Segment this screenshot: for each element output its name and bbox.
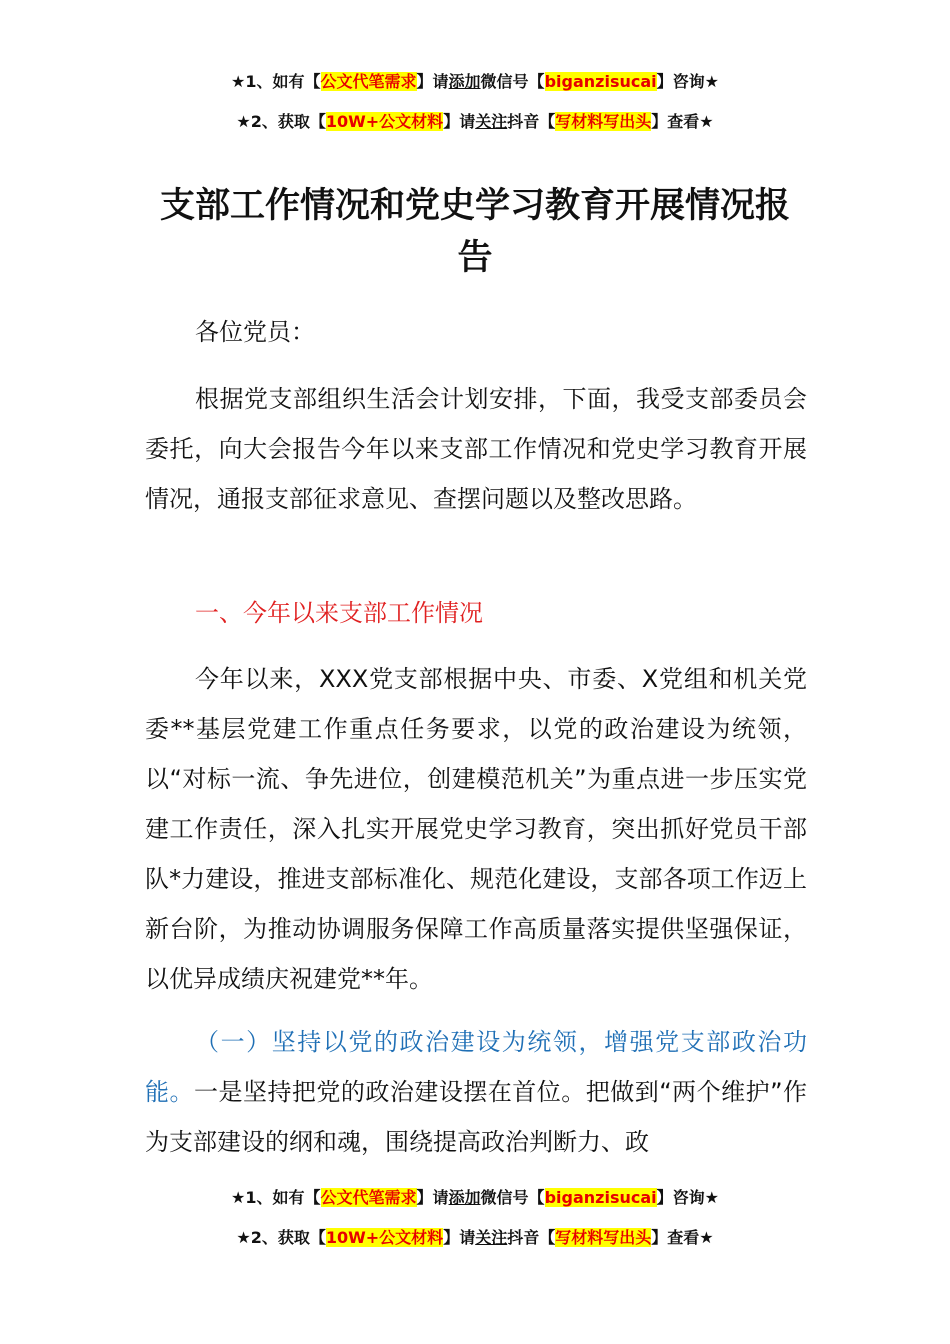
section-heading-1: 一、今年以来支部工作情况	[195, 599, 483, 627]
banner-text: 】请	[443, 112, 476, 131]
banner-text: 抖音【	[507, 1228, 556, 1247]
banner-text: 】查看★	[651, 112, 714, 131]
banner-text: 】请	[416, 1188, 449, 1207]
section-1-paragraph: 今年以来，XXX党支部根据中央、市委、X党组和机关党委**基层党建工作重点任务要求，以党的政治建设为统领，以“对标一流、争先进位，创建模范机关”为重点进一步压实党建工作责任，深入扎实开展党史学习教育，突出抓好党员干部队*力建设，推进支部标准化、规范化建设，支部各项工作迈上新台阶，为推动协调服务保障工作高质量落实提供坚强保证，以优异成绩庆祝建党**年。	[145, 665, 807, 993]
banner-text: 】查看★	[651, 1228, 714, 1247]
banner-text: 微信号【	[480, 1188, 545, 1207]
banner-highlight: biganzisucai	[544, 72, 657, 91]
banner-highlight: biganzisucai	[544, 1188, 657, 1207]
banner-text: 】请	[443, 1228, 476, 1247]
banner-text: ★1、如有【	[231, 72, 321, 91]
banner-highlight: 公文代笔需求	[320, 1188, 417, 1207]
banner-text: 】咨询★	[656, 1188, 719, 1207]
salutation: 各位党员：	[195, 318, 315, 346]
banner-underlined: 关注	[475, 112, 508, 131]
banner-underlined: 添加	[448, 72, 481, 91]
banner-text: 抖音【	[507, 112, 556, 131]
banner-highlight: 10W+公文材料	[325, 112, 444, 131]
banner-highlight: 写材料写出头	[555, 112, 652, 131]
bottom-banner-line-1	[0, 1187, 950, 1209]
top-banner-line-2	[0, 111, 950, 133]
banner-highlight: 10W+公文材料	[325, 1228, 444, 1247]
banner-text: ★2、获取【	[236, 1228, 326, 1247]
subsection-1-text: 一是坚持把党的政治建设摆在首位。把做到“两个维护”作为支部建设的纲和魂，围绕提高政治判断力、政	[145, 1078, 808, 1156]
banner-text: 微信号【	[480, 72, 545, 91]
banner-highlight: 写材料写出头	[555, 1228, 652, 1247]
banner-text: ★2、获取【	[236, 112, 326, 131]
subsection-heading-1: （一）坚持以党的政治建设为统领，增强党支部政治功能。	[145, 1028, 807, 1106]
banner-text: ★1、如有【	[231, 1188, 321, 1207]
banner-underlined: 关注	[475, 1228, 508, 1247]
top-banner-line-1	[0, 71, 950, 93]
subsection-1-paragraph	[145, 1017, 807, 1167]
banner-text: 】请	[416, 72, 449, 91]
banner-highlight: 公文代笔需求	[320, 72, 417, 91]
intro-paragraph: 根据党支部组织生活会计划安排，下面，我受支部委员会委托，向大会报告今年以来支部工作情况和党史学习教育开展情况，通报支部征求意见、查摆问题以及整改思路。	[145, 385, 807, 513]
document-title: 支部工作情况和党史学习教育开展情况报告	[159, 186, 790, 278]
bottom-banner-line-2	[0, 1227, 950, 1249]
banner-underlined: 添加	[448, 1188, 481, 1207]
banner-text: 】咨询★	[656, 72, 719, 91]
